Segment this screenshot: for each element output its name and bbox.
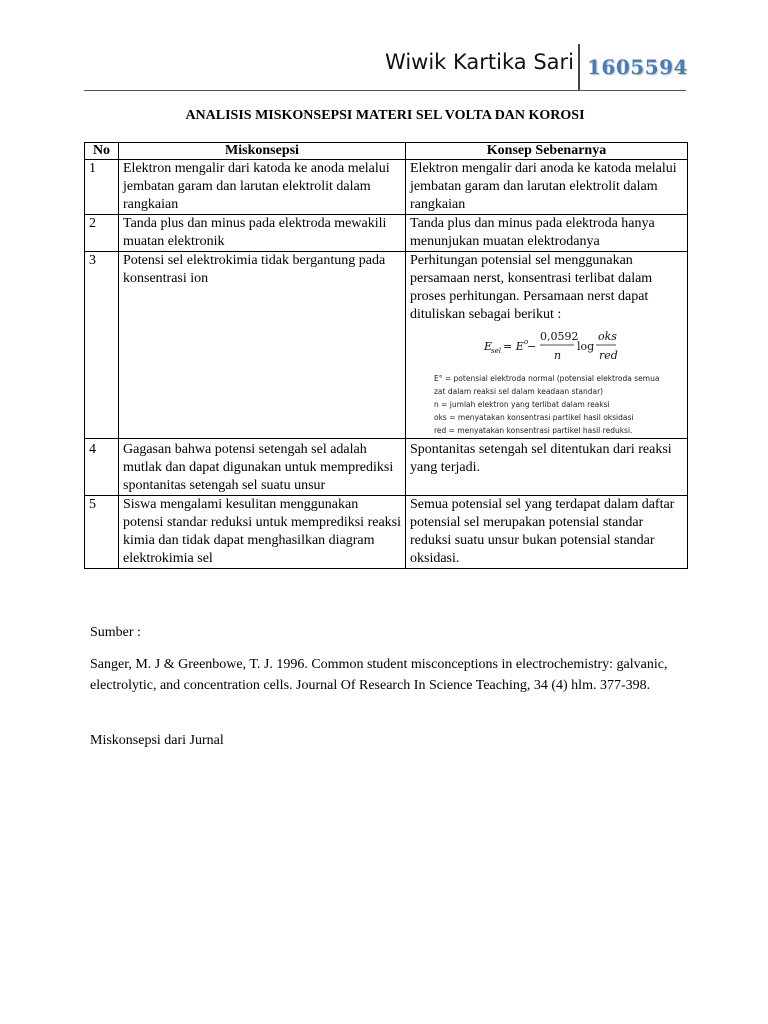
formula-legend [410,372,683,437]
formula-log: log [577,340,595,353]
legend-line: red = menyatakan konsentrasi partikel hasil reduksi. [434,426,633,435]
header-misconception: Miskonsepsi [119,143,406,160]
misconception-cell: Elektron mengalir dari katoda ke anoda melalui jembatan garam dan larutan elektrolit dalam rangkaian [119,160,406,215]
table-row [85,439,688,496]
row-number: 2 [85,215,119,252]
concept-text: Perhitungan potensial sel menggunakan persamaan nerst, konsentrasi terlibat dalam proses perhitungan. Persamaan nerst dapat dituliskan sebagai berikut : [410,253,653,322]
formula-lhs-sub: sel [491,347,501,355]
concept-cell: Tanda plus dan minus pada elektroda hanya menunjukan muatan elektrodanya [406,215,688,252]
misconception-cell: Potensi sel elektrokimia tidak bergantung pada konsentrasi ion [119,252,406,439]
nernst-formula-image [410,328,684,364]
concept-cell: Spontanitas setengah sel ditentukan dari reaksi yang terjadi. [406,439,688,496]
author-name: Wiwik Kartika Sari [385,50,574,74]
legend-line: oks = menyatakan konsentrasi partikel hasil oksidasi [434,413,634,422]
misconception-cell: Siswa mengalami kesulitan menggunakan potensi standar reduksi untuk memprediksi reaksi kimia dan tidak dapat menghasilkan diagram elektrokimia sel [119,496,406,569]
table-header-row [85,143,688,160]
table-row [85,160,688,215]
nernst-equation [410,328,683,437]
row-number: 4 [85,439,119,496]
table-row [85,252,688,439]
formula-e0-sup: o [524,338,529,346]
student-id: 1605594 [587,55,688,79]
formula-eq: = E [503,340,524,353]
formula-minus: − [527,340,537,353]
reference-citation: Sanger, M. J & Greenbowe, T. J. 1996. Common student misconceptions in electrochemistry: galvanic, electrolytic, and concentration cells. Journal Of Research In Science Teaching, 34 (4) hlm. 377-398. [90,657,668,693]
formula-frac2-den: red [599,349,618,362]
row-number: 5 [85,496,119,569]
legend-line: zat dalam reaksi sel dalam keadaan standar) [434,387,604,396]
formula-lhs: E [484,340,493,353]
row-number: 3 [85,252,119,439]
misconception-table [84,142,688,569]
source-label: Sumber : [90,625,141,640]
concept-cell [406,252,688,439]
formula-numerator: 0,0592 [540,330,579,343]
legend-line: n = jumlah elektron yang terlibat dalam reaksi [434,400,610,409]
concept-cell: Elektron mengalir dari anoda ke katoda melalui jembatan garam dan larutan elektrolit dalam rangkaian [406,160,688,215]
table-row [85,496,688,569]
row-number: 1 [85,160,119,215]
concept-cell: Semua potensial sel yang terdapat dalam daftar potensial sel merupakan potensial standar reduksi suatu unsur bukan potensial standar oksidasi. [406,496,688,569]
formula-denominator: n [554,349,562,362]
table-row [85,215,688,252]
source-note: Miskonsepsi dari Jurnal [90,733,224,748]
misconception-cell: Gagasan bahwa potensi setengah sel adalah mutlak dan dapat digunakan untuk memprediksi spontanitas setengah sel suatu unsur [119,439,406,496]
misconception-cell: Tanda plus dan minus pada elektroda mewakili muatan elektronik [119,215,406,252]
document-title: ANALISIS MISKONSEPSI MATERI SEL VOLTA DAN KOROSI [185,108,585,123]
page-header [84,44,686,91]
header-concept: Konsep Sebenarnya [406,143,688,160]
header-no: No [85,143,119,160]
formula-frac2-num: oks [598,330,617,343]
header-divider [578,44,580,90]
legend-line: E° = potensial elektroda normal (potensial elektroda semua [434,374,660,383]
